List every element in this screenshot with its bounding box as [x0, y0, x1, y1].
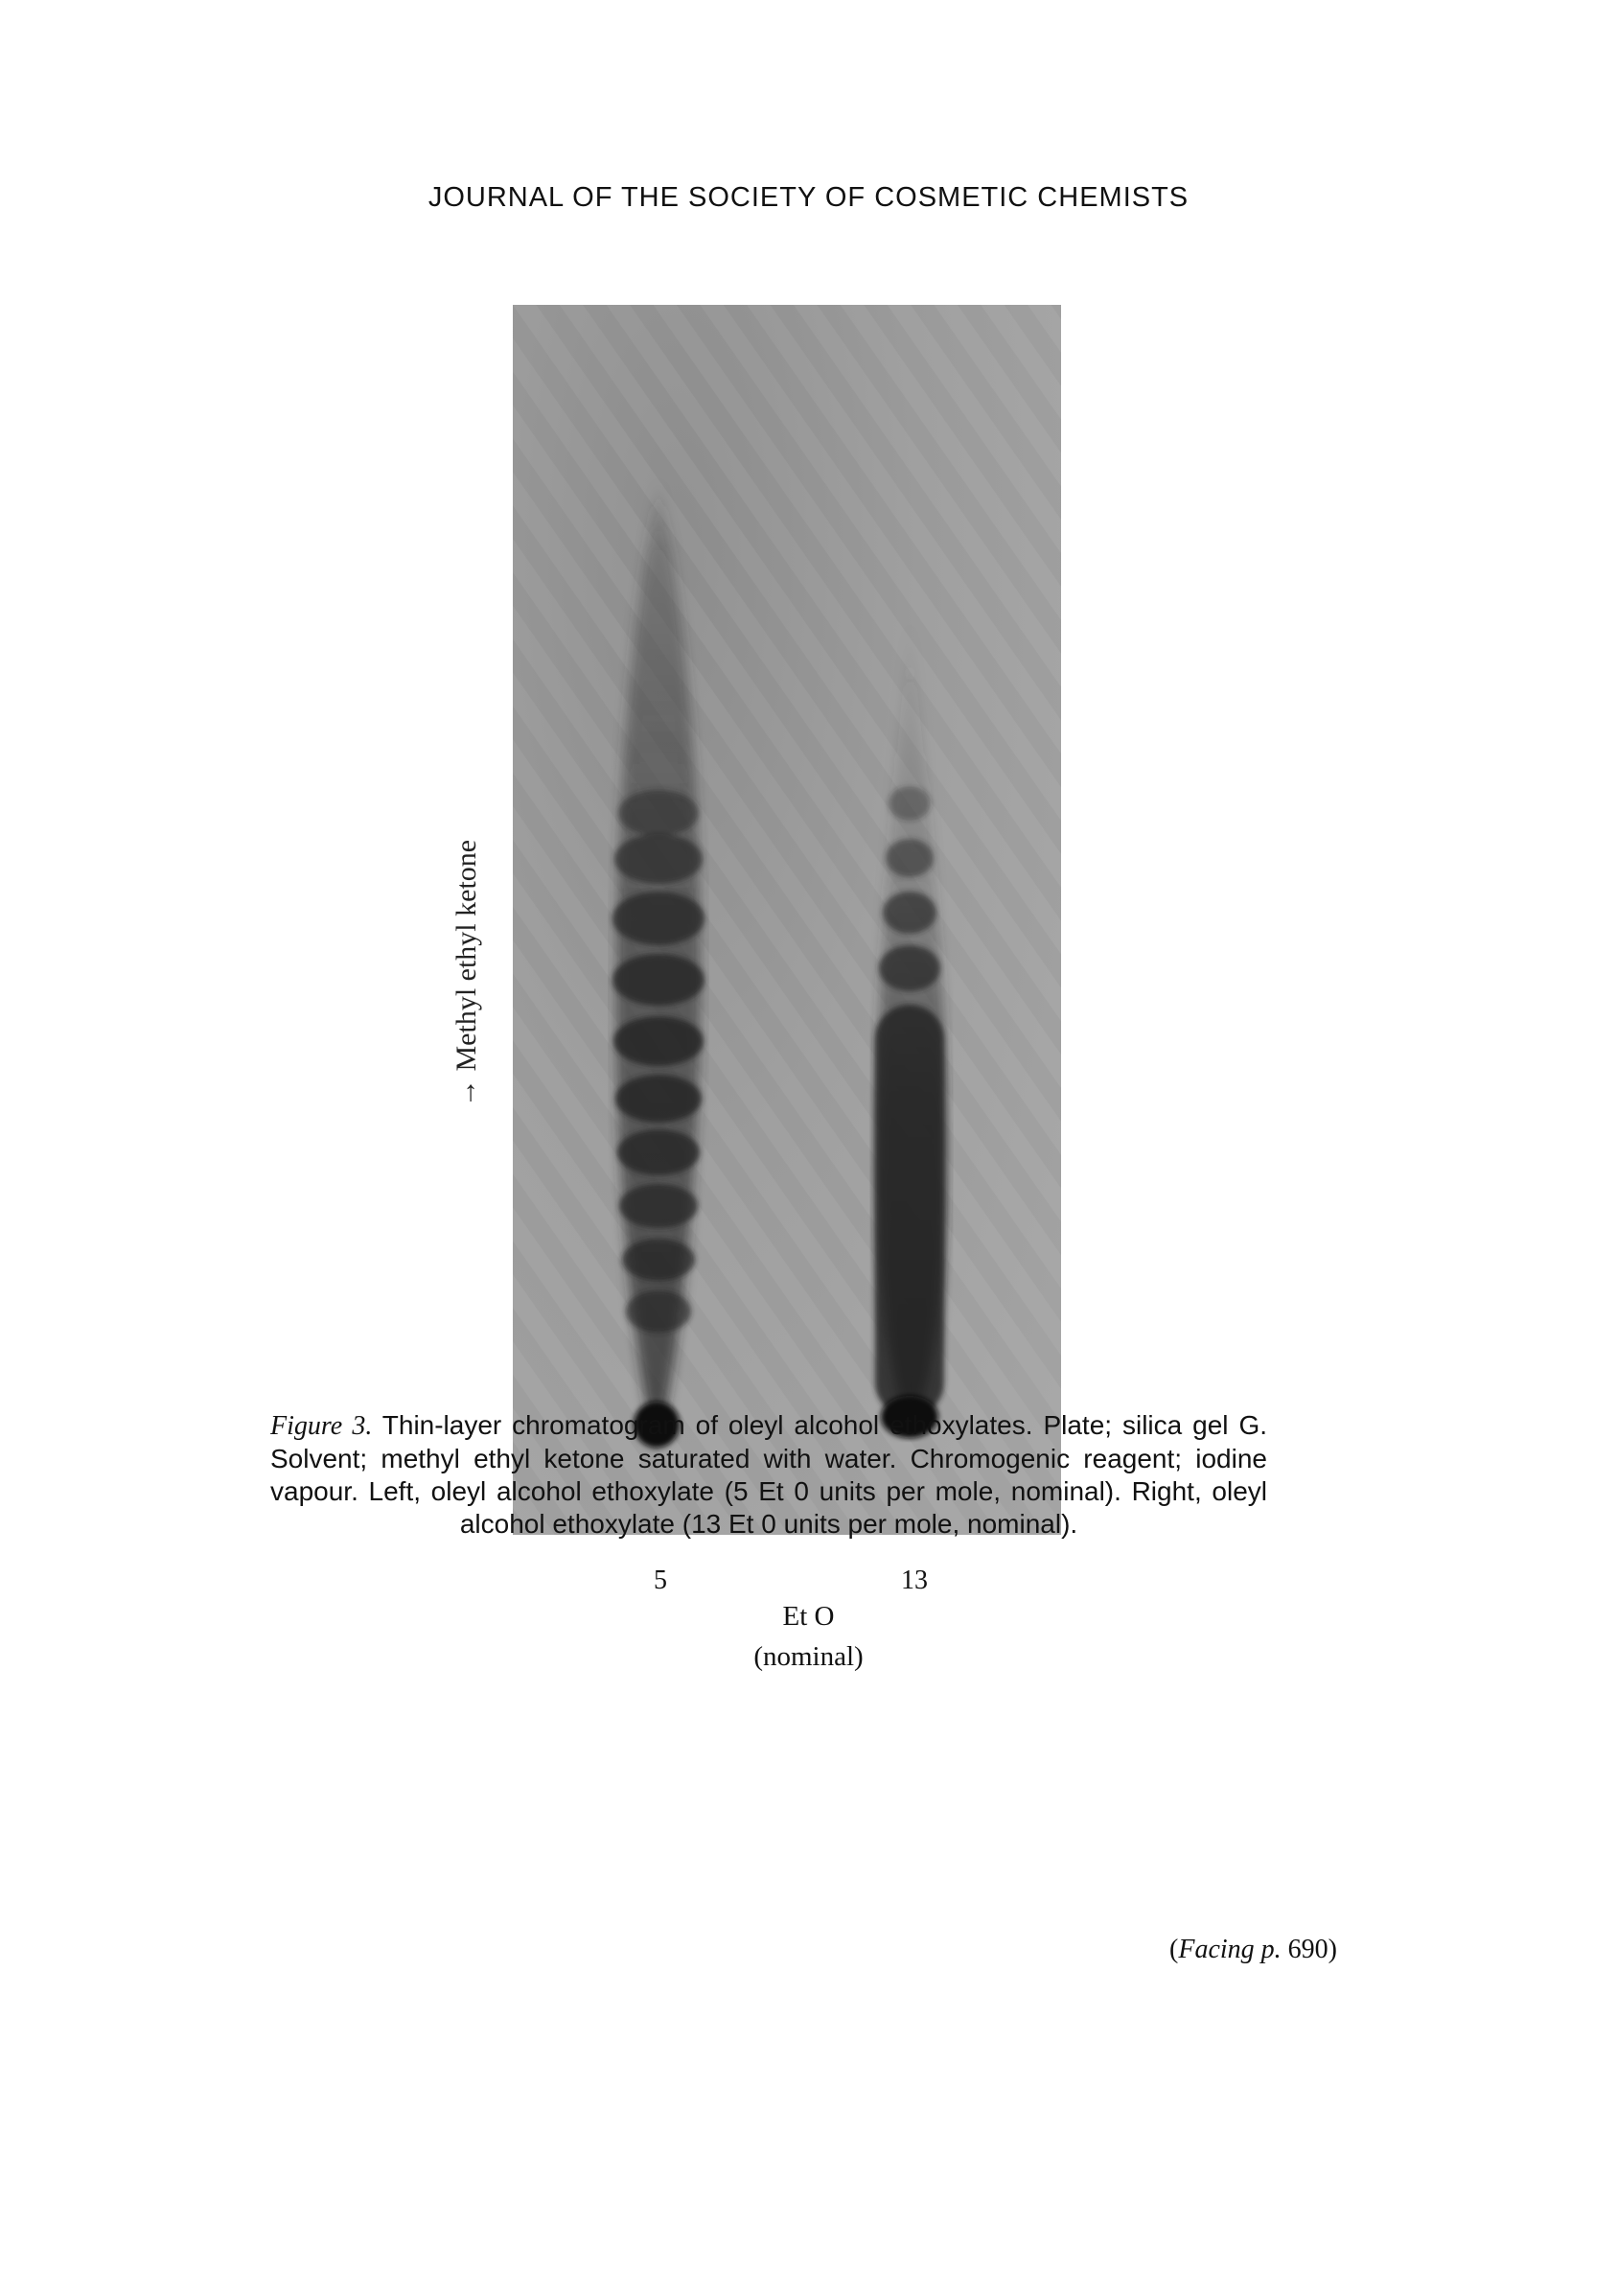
- running-title: JOURNAL OF THE SOCIETY OF COSMETIC CHEMISTS: [427, 182, 1190, 213]
- facing-label: Facing p.: [1178, 1935, 1282, 1964]
- solvent-direction-label: → Methyl ethyl ketone: [450, 839, 482, 1107]
- lane-label-left: 5: [654, 1565, 667, 1595]
- chromatogram-plate: [513, 305, 1061, 1535]
- facing-page-note: (Facing p. 690): [1169, 1935, 1337, 1964]
- lane-label-right: 13: [901, 1565, 928, 1595]
- caption-text: Thin-layer chromatogram of oleyl alcohol ethoxylates. Plate; silica gel G. Solvent; methyl ethyl ketone saturated with water. Chromogenic reagent; iodine vapour. Left, oleyl alcohol ethoxylate (5 Et 0 units per mole, nominal). Right, oleyl alcohol ethoxylate (13 Et 0 units per mole, nominal).: [270, 1410, 1267, 1539]
- chromatogram-image: [513, 305, 1061, 1535]
- axis-label-line1: Et O: [782, 1601, 835, 1632]
- figure-caption: [270, 1409, 1267, 1541]
- axis-label-line2: (nominal): [753, 1641, 864, 1672]
- figure-number: Figure 3.: [270, 1411, 373, 1441]
- facing-page-number: 690: [1287, 1935, 1328, 1964]
